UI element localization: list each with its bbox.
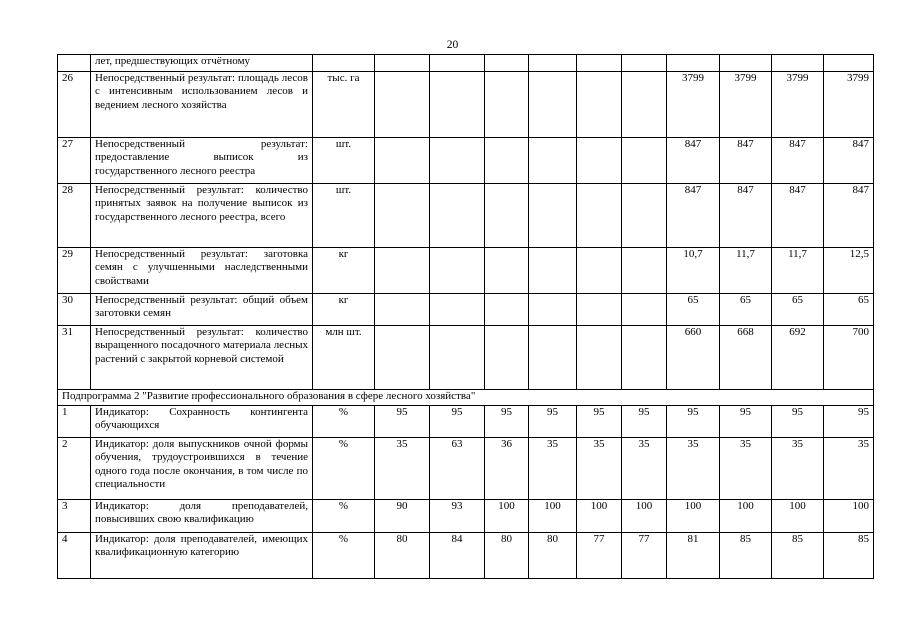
row-name: Индикатор: Сохранность контингента обучающихся (91, 406, 313, 438)
table-row (58, 438, 874, 500)
table-row (58, 248, 874, 294)
value-cell (430, 138, 485, 184)
value-cell: 35 (577, 438, 622, 500)
value-cell: 11,7 (720, 248, 772, 294)
value-cell: 668 (720, 326, 772, 390)
value-cell: 95 (485, 406, 529, 438)
row-name: Индикатор: доля выпускников очной формы обучения, трудоустроившихся в течение одного года после окончания, в том числе по специальности (91, 438, 313, 500)
value-cell (577, 72, 622, 138)
value-cell (577, 184, 622, 248)
row-number: 29 (58, 248, 91, 294)
value-cell: 847 (824, 184, 874, 248)
value-cell: 100 (772, 500, 824, 533)
row-number: 28 (58, 184, 91, 248)
value-cell: 95 (529, 406, 577, 438)
value-cell (485, 294, 529, 326)
value-cell (375, 138, 430, 184)
row-name: Индикатор: доля преподавателей, имеющих квалификационную категорию (91, 533, 313, 579)
value-cell: 847 (720, 184, 772, 248)
row-unit: кг (313, 248, 375, 294)
value-cell: 35 (667, 438, 720, 500)
value-cell (529, 138, 577, 184)
value-cell: 95 (824, 406, 874, 438)
table-row (58, 533, 874, 579)
row-number: 3 (58, 500, 91, 533)
value-cell (622, 294, 667, 326)
table-row (58, 500, 874, 533)
value-cell: 95 (720, 406, 772, 438)
value-cell: 35 (772, 438, 824, 500)
value-cell (430, 248, 485, 294)
value-cell: 10,7 (667, 248, 720, 294)
table-row (58, 294, 874, 326)
value-cell: 80 (375, 533, 430, 579)
value-cell: 3799 (824, 72, 874, 138)
value-cell: 65 (667, 294, 720, 326)
row-name: Непосредственный результат: количество принятых заявок на получение выписок из государственного лесного реестра, всего (91, 184, 313, 248)
value-cell: 100 (577, 500, 622, 533)
value-cell: 3799 (772, 72, 824, 138)
value-cell: 847 (720, 138, 772, 184)
row-unit: % (313, 500, 375, 533)
value-cell (622, 72, 667, 138)
row-name: Непосредственный результат: предоставление выписок из государственного лесного реестра (91, 138, 313, 184)
row-number: 27 (58, 138, 91, 184)
value-cell: 660 (667, 326, 720, 390)
value-cell (529, 294, 577, 326)
value-cell: 12,5 (824, 248, 874, 294)
value-cell: 95 (577, 406, 622, 438)
value-cell: 90 (375, 500, 430, 533)
value-cell: 847 (772, 184, 824, 248)
row-name: Непосредственный результат: количество выращенного посадочного материала лесных растений с закрытой корневой системой (91, 326, 313, 390)
value-cell (529, 326, 577, 390)
row-name: Непосредственный результат: площадь лесов с интенсивным использованием лесов и ведением лесного хозяйства (91, 72, 313, 138)
value-cell (529, 184, 577, 248)
row-unit: % (313, 438, 375, 500)
value-cell: 77 (577, 533, 622, 579)
value-cell (529, 248, 577, 294)
row-name: Индикатор: доля преподавателей, повысивших свою квалификацию (91, 500, 313, 533)
value-cell: 847 (772, 138, 824, 184)
value-cell (485, 138, 529, 184)
value-cell: 3799 (667, 72, 720, 138)
value-cell: 95 (375, 406, 430, 438)
value-cell: 77 (622, 533, 667, 579)
value-cell (430, 72, 485, 138)
value-cell: 63 (430, 438, 485, 500)
row-unit: % (313, 533, 375, 579)
value-cell: 847 (824, 138, 874, 184)
value-cell (375, 326, 430, 390)
value-cell: 95 (430, 406, 485, 438)
value-cell: 692 (772, 326, 824, 390)
value-cell: 847 (667, 138, 720, 184)
row-number: 31 (58, 326, 91, 390)
row-number: 30 (58, 294, 91, 326)
value-cell (577, 138, 622, 184)
value-cell: 81 (667, 533, 720, 579)
row-number: 1 (58, 406, 91, 438)
value-cell: 36 (485, 438, 529, 500)
table-row (58, 72, 874, 138)
row-name: Непосредственный результат: заготовка семян с улучшенными наследственными свойствами (91, 248, 313, 294)
value-cell (430, 326, 485, 390)
value-cell: 80 (529, 533, 577, 579)
value-cell: 84 (430, 533, 485, 579)
row-unit: тыс. га (313, 72, 375, 138)
value-cell (577, 294, 622, 326)
value-cell: 100 (529, 500, 577, 533)
row-name: Непосредственный результат: общий объем заготовки семян (91, 294, 313, 326)
row-unit: шт. (313, 138, 375, 184)
value-cell: 95 (667, 406, 720, 438)
value-cell: 100 (485, 500, 529, 533)
value-cell: 35 (720, 438, 772, 500)
value-cell (485, 248, 529, 294)
value-cell: 100 (824, 500, 874, 533)
page-number: 20 (446, 39, 459, 51)
table-row (58, 406, 874, 438)
value-cell (485, 326, 529, 390)
value-cell: 100 (720, 500, 772, 533)
value-cell: 35 (529, 438, 577, 500)
value-cell (375, 248, 430, 294)
value-cell (430, 294, 485, 326)
value-cell: 3799 (720, 72, 772, 138)
value-cell: 93 (430, 500, 485, 533)
continuation-text: лет, предшествующих отчётному (91, 55, 313, 72)
value-cell: 80 (485, 533, 529, 579)
value-cell: 85 (772, 533, 824, 579)
table-row (58, 138, 874, 184)
value-cell: 85 (720, 533, 772, 579)
value-cell: 65 (824, 294, 874, 326)
value-cell (577, 326, 622, 390)
value-cell (622, 184, 667, 248)
value-cell (485, 184, 529, 248)
row-number: 4 (58, 533, 91, 579)
value-cell: 847 (667, 184, 720, 248)
continuation-row (58, 55, 874, 72)
value-cell: 11,7 (772, 248, 824, 294)
subprogram-title: Подпрограмма 2 "Развитие профессионального образования в сфере лесного хозяйства" (58, 390, 874, 406)
value-cell: 65 (720, 294, 772, 326)
row-number: 26 (58, 72, 91, 138)
row-number: 2 (58, 438, 91, 500)
value-cell (430, 184, 485, 248)
table-row (58, 184, 874, 248)
value-cell: 35 (622, 438, 667, 500)
value-cell: 65 (772, 294, 824, 326)
value-cell (375, 184, 430, 248)
value-cell: 100 (667, 500, 720, 533)
value-cell (622, 248, 667, 294)
indicators-table (57, 54, 874, 579)
value-cell: 85 (824, 533, 874, 579)
value-cell (485, 72, 529, 138)
row-unit: млн шт. (313, 326, 375, 390)
value-cell (622, 326, 667, 390)
value-cell: 35 (824, 438, 874, 500)
value-cell: 100 (622, 500, 667, 533)
subprogram-row (58, 390, 874, 406)
row-unit: шт. (313, 184, 375, 248)
value-cell: 700 (824, 326, 874, 390)
value-cell: 35 (375, 438, 430, 500)
value-cell: 95 (772, 406, 824, 438)
value-cell: 95 (622, 406, 667, 438)
cell (58, 55, 91, 72)
table-row (58, 326, 874, 390)
value-cell (577, 248, 622, 294)
value-cell (622, 138, 667, 184)
row-unit: % (313, 406, 375, 438)
row-unit: кг (313, 294, 375, 326)
value-cell (529, 72, 577, 138)
value-cell (375, 72, 430, 138)
value-cell (375, 294, 430, 326)
